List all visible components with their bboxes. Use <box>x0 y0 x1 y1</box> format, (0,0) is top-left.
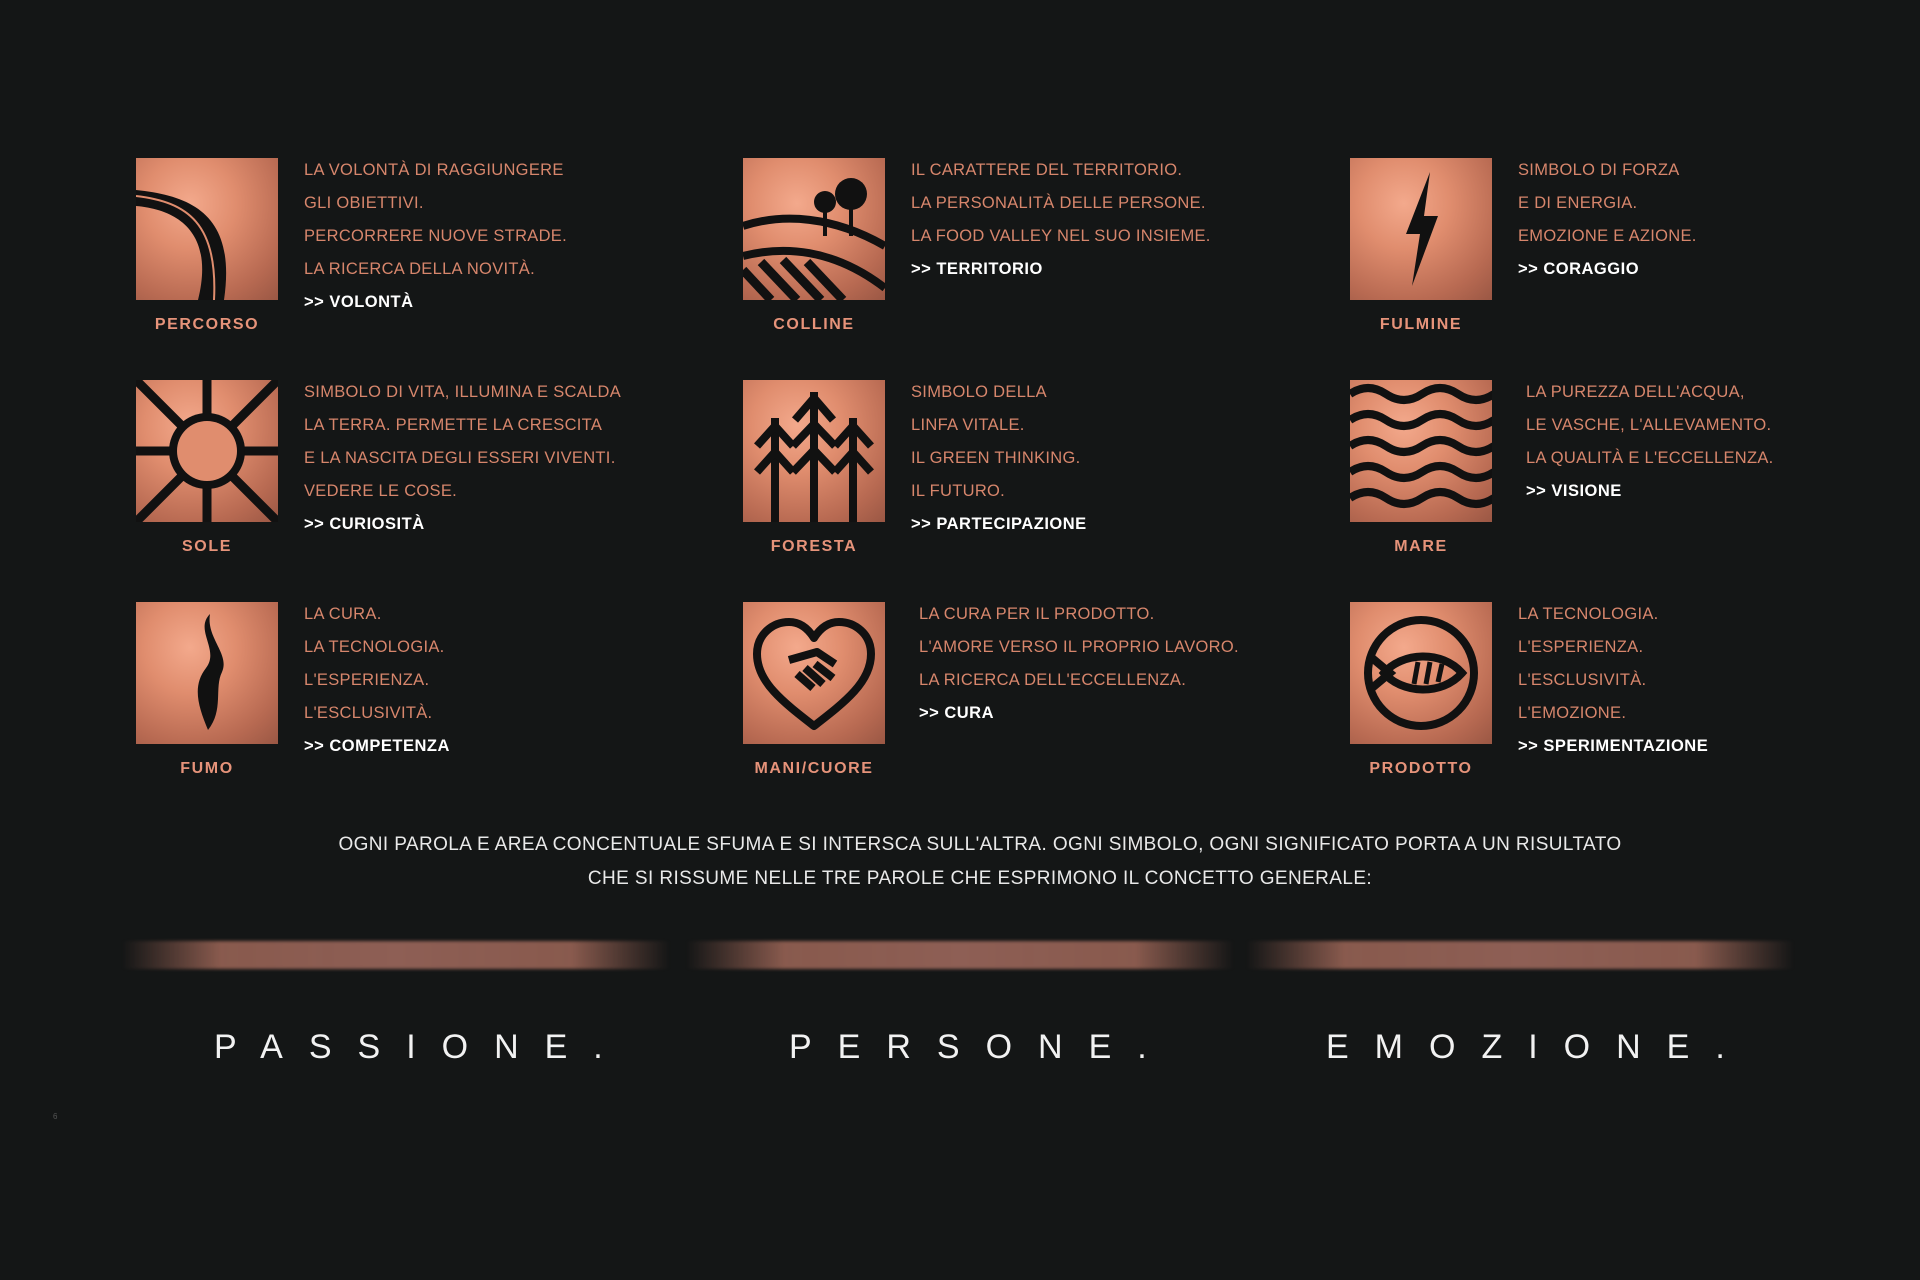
symbol-description <box>304 154 567 319</box>
symbol-fulmine <box>1350 158 1920 380</box>
symbol-mare <box>1350 380 1920 602</box>
concept-word-passione: PASSIONE. <box>214 1028 629 1066</box>
symbol-label: FUMO <box>180 760 234 777</box>
keyword: >> CURA <box>919 704 995 722</box>
symbol-fumo <box>136 602 743 824</box>
summary-line-2: CHE SI RISSUME NELLE TRE PAROLE CHE ESPRIMONO IL CONCETTO GENERALE: <box>587 868 1373 889</box>
description-line: VEDERE LE COSE. <box>304 482 458 500</box>
symbol-sole <box>136 380 743 602</box>
description-line: LA VOLONTÀ DI RAGGIUNGERE <box>304 161 564 179</box>
symbol-description <box>304 376 621 541</box>
keyword: >> COMPETENZA <box>304 737 450 755</box>
hills-icon <box>743 158 885 300</box>
keyword: >> VOLONTÀ <box>304 293 414 311</box>
symbol-label: COLLINE <box>773 316 855 333</box>
symbol-label: FORESTA <box>770 538 858 555</box>
gradient-divider <box>686 941 1234 969</box>
symbol-description <box>1518 598 1708 763</box>
description-line: L'ESCLUSIVITÀ. <box>1518 671 1647 689</box>
forest-icon <box>743 380 885 522</box>
smoke-icon <box>136 602 278 744</box>
symbol-label: SOLE <box>182 538 232 555</box>
symbol-description <box>911 376 1087 541</box>
summary-line-1: OGNI PAROLA E AREA CONCENTUALE SFUMA E SI INTERSCA SULL'ALTRA. OGNI SIMBOLO, OGNI SIGNIFICATO PORTA A UN RISULTATO <box>338 834 1622 855</box>
symbol-label: FULMINE <box>1379 316 1463 333</box>
sun-icon <box>136 380 278 522</box>
concept-word-emozione: EMOZIONE. <box>1326 1028 1751 1066</box>
description-line: LA PUREZZA DELL'ACQUA, <box>1526 383 1745 401</box>
description-line: LA RICERCA DELLA NOVITÀ. <box>304 260 535 278</box>
concept-word-persone: PERSONE. <box>789 1028 1173 1066</box>
gradient-divider <box>122 941 670 969</box>
description-line: E DI ENERGIA. <box>1518 194 1638 212</box>
keyword: >> VISIONE <box>1526 482 1622 500</box>
symbol-description <box>1526 376 1774 508</box>
description-line: L'ESPERIENZA. <box>1518 638 1644 656</box>
road-icon <box>136 158 278 300</box>
description-line: LA CURA PER IL PRODOTTO. <box>919 605 1155 623</box>
symbol-colline <box>743 158 1350 380</box>
page-number: 6 <box>53 1112 58 1121</box>
symbol-description <box>919 598 1239 730</box>
description-line: E LA NASCITA DEGLI ESSERI VIVENTI. <box>304 449 616 467</box>
description-line: SIMBOLO DI FORZA <box>1518 161 1680 179</box>
keyword: >> PARTECIPAZIONE <box>911 515 1087 533</box>
symbol-label: PERCORSO <box>154 316 260 333</box>
description-line: L'ESCLUSIVITÀ. <box>304 704 433 722</box>
keyword: >> CORAGGIO <box>1518 260 1640 278</box>
symbol-label: MARE <box>1394 538 1448 555</box>
keyword: >> TERRITORIO <box>911 260 1043 278</box>
gradient-divider <box>1246 941 1794 969</box>
description-line: LA RICERCA DELL'ECCELLENZA. <box>919 671 1187 689</box>
symbol-prodotto <box>1350 602 1920 824</box>
description-line: LINFA VITALE. <box>911 416 1025 434</box>
description-line: IL CARATTERE DEL TERRITORIO. <box>911 161 1183 179</box>
symbol-description <box>1518 154 1697 286</box>
description-line: L'AMORE VERSO IL PROPRIO LAVORO. <box>919 638 1239 656</box>
description-line: EMOZIONE E AZIONE. <box>1518 227 1697 245</box>
summary-text <box>0 828 1920 896</box>
handshake-heart-icon <box>743 602 885 744</box>
description-line: LA TECNOLOGIA. <box>304 638 445 656</box>
symbol-mani-cuore <box>743 602 1350 824</box>
description-line: PERCORRERE NUOVE STRADE. <box>304 227 567 245</box>
symbol-description <box>304 598 450 763</box>
description-line: LA PERSONALITÀ DELLE PERSONE. <box>911 194 1206 212</box>
lightning-icon <box>1350 158 1492 300</box>
keyword: >> SPERIMENTAZIONE <box>1518 737 1709 755</box>
symbol-description <box>911 154 1211 286</box>
description-line: LA TECNOLOGIA. <box>1518 605 1659 623</box>
symbol-foresta <box>743 380 1350 602</box>
description-line: LA FOOD VALLEY NEL SUO INSIEME. <box>911 227 1211 245</box>
symbols-grid <box>136 158 1920 824</box>
waves-icon <box>1350 380 1492 522</box>
description-line: IL GREEN THINKING. <box>911 449 1081 467</box>
description-line: GLI OBIETTIVI. <box>304 194 424 212</box>
description-line: LA TERRA. PERMETTE LA CRESCITA <box>304 416 603 434</box>
description-line: LA CURA. <box>304 605 382 623</box>
description-line: SIMBOLO DELLA <box>911 383 1047 401</box>
symbol-label: PRODOTTO <box>1369 760 1473 777</box>
description-line: L'ESPERIENZA. <box>304 671 430 689</box>
symbol-label: MANI/CUORE <box>754 760 874 777</box>
description-line: SIMBOLO DI VITA, ILLUMINA E SCALDA <box>304 383 622 401</box>
symbol-percorso <box>136 158 743 380</box>
description-line: IL FUTURO. <box>911 482 1006 500</box>
description-line: L'EMOZIONE. <box>1518 704 1627 722</box>
description-line: LA QUALITÀ E L'ECCELLENZA. <box>1526 449 1774 467</box>
keyword: >> CURIOSITÀ <box>304 515 425 533</box>
fish-icon <box>1350 602 1492 744</box>
description-line: LE VASCHE, L'ALLEVAMENTO. <box>1526 416 1772 434</box>
